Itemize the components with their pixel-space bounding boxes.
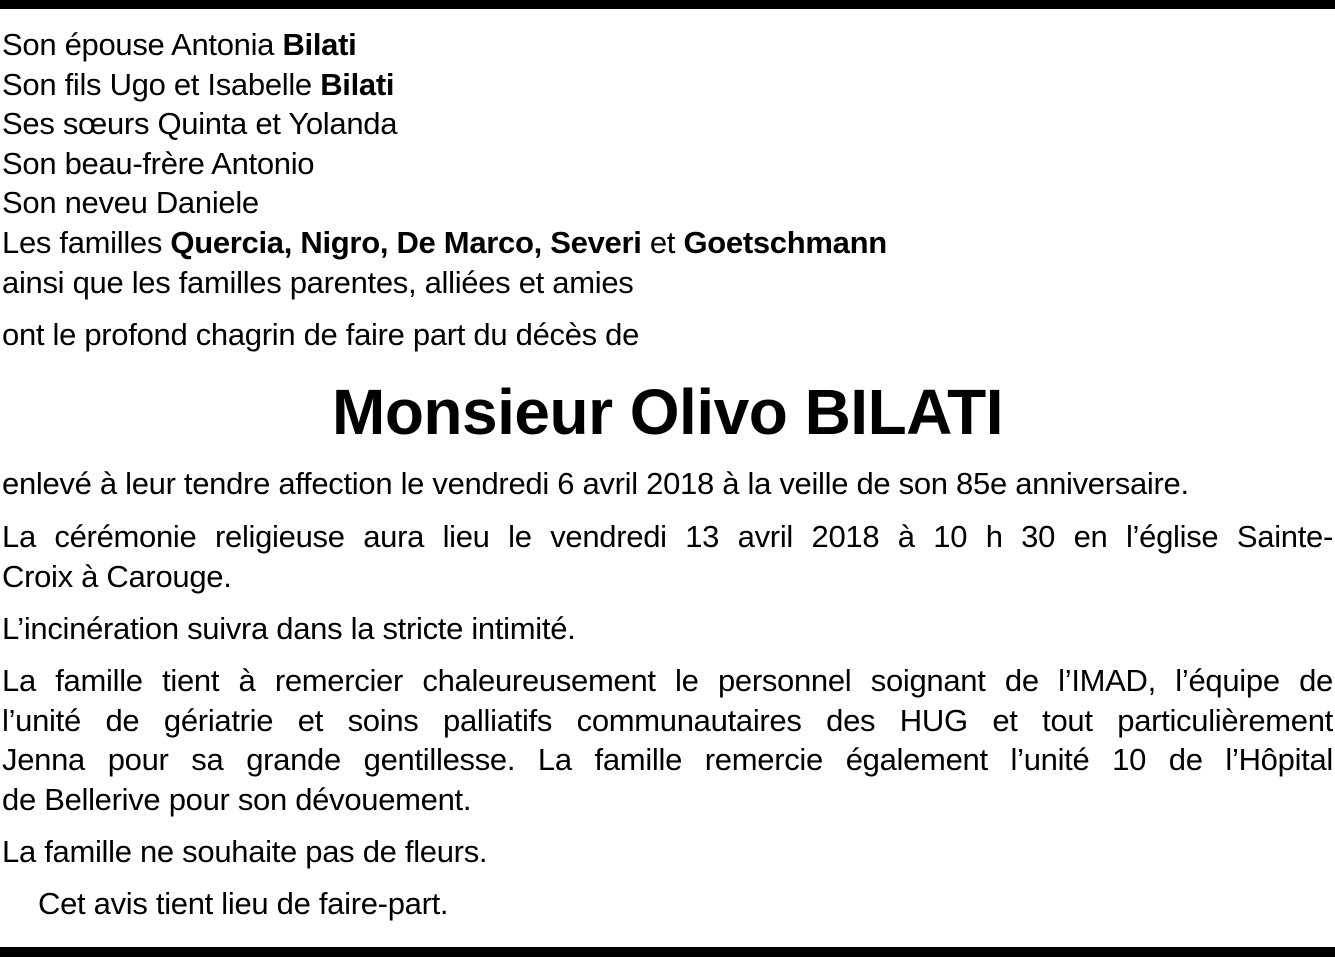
spouse-surname: Bilati xyxy=(282,27,357,62)
family-line-son xyxy=(2,65,1333,105)
families-text: Les familles xyxy=(2,224,171,260)
son-surname: Bilati xyxy=(320,66,395,102)
family-name-de-marco: De Marco xyxy=(396,224,534,260)
family-line-nephew: Son neveu Daniele xyxy=(2,185,259,221)
ceremony-line: La cérémonie religieuse aura lieu le vendredi 13 avril 2018 à 10 h 30 en l’église Sainte- xyxy=(2,519,1333,554)
separator: , xyxy=(283,224,301,260)
separator: , xyxy=(379,224,397,260)
deceased-name: Monsieur Olivo BILATI xyxy=(332,376,1003,448)
top-rule xyxy=(0,0,1335,9)
announcement-intro xyxy=(2,315,1333,355)
family-line-brother-in-law: Son beau-frère Antonio xyxy=(2,145,315,181)
no-flowers-paragraph: La famille ne souhaite pas de fleurs. xyxy=(2,834,488,869)
bottom-rule xyxy=(0,947,1335,957)
death-statement-text: enlevé à leur tendre affection le vendredi 6 avril 2018 à la veille de son 85e anniversaire. xyxy=(2,466,1189,501)
intro-text: ont le profond chagrin de faire part du décès de xyxy=(2,317,640,352)
thanks-line: de Bellerive pour son dévouement. xyxy=(2,781,472,817)
family-line-families xyxy=(2,223,1333,263)
family-line-relatives: ainsi que les familles parentes, alliées et amies xyxy=(2,264,634,300)
separator: , xyxy=(533,224,551,260)
ceremony-line: Croix à Carouge. xyxy=(2,558,232,594)
family-list xyxy=(2,25,1333,302)
ceremony-paragraph xyxy=(2,517,1333,596)
family-name-goetschmann: Goetschmann xyxy=(683,224,887,260)
family-name-nigro: Nigro xyxy=(300,224,380,260)
thanks-line: Jenna pour sa grande gentillesse. La famille remercie également l’unité 10 de l’Hôpital xyxy=(2,742,1333,778)
cremation-paragraph: L’incinération suivra dans la stricte intimité. xyxy=(2,611,576,646)
death-statement xyxy=(2,464,1333,504)
thanks-paragraph xyxy=(2,661,1333,819)
thanks-line: La famille tient à remercier chaleureusement le personnel soignant de l’IMAD, l’équipe de xyxy=(2,663,1333,698)
family-name-quercia: Quercia xyxy=(170,224,284,260)
family-line-spouse xyxy=(2,25,1333,65)
son-text: Son fils Ugo et Isabelle xyxy=(2,66,321,102)
notice-text: Cet avis tient lieu de faire-part. xyxy=(38,886,449,921)
thanks-line: l’unité de gériatrie et soins palliatifs communautaires des HUG et tout particulièrement xyxy=(2,702,1333,738)
separator: et xyxy=(641,224,684,260)
family-name-severi: Severi xyxy=(550,224,642,260)
family-line-sisters: Ses sœurs Quinta et Yolanda xyxy=(2,106,398,142)
spouse-text: Son épouse Antonia xyxy=(2,27,283,62)
